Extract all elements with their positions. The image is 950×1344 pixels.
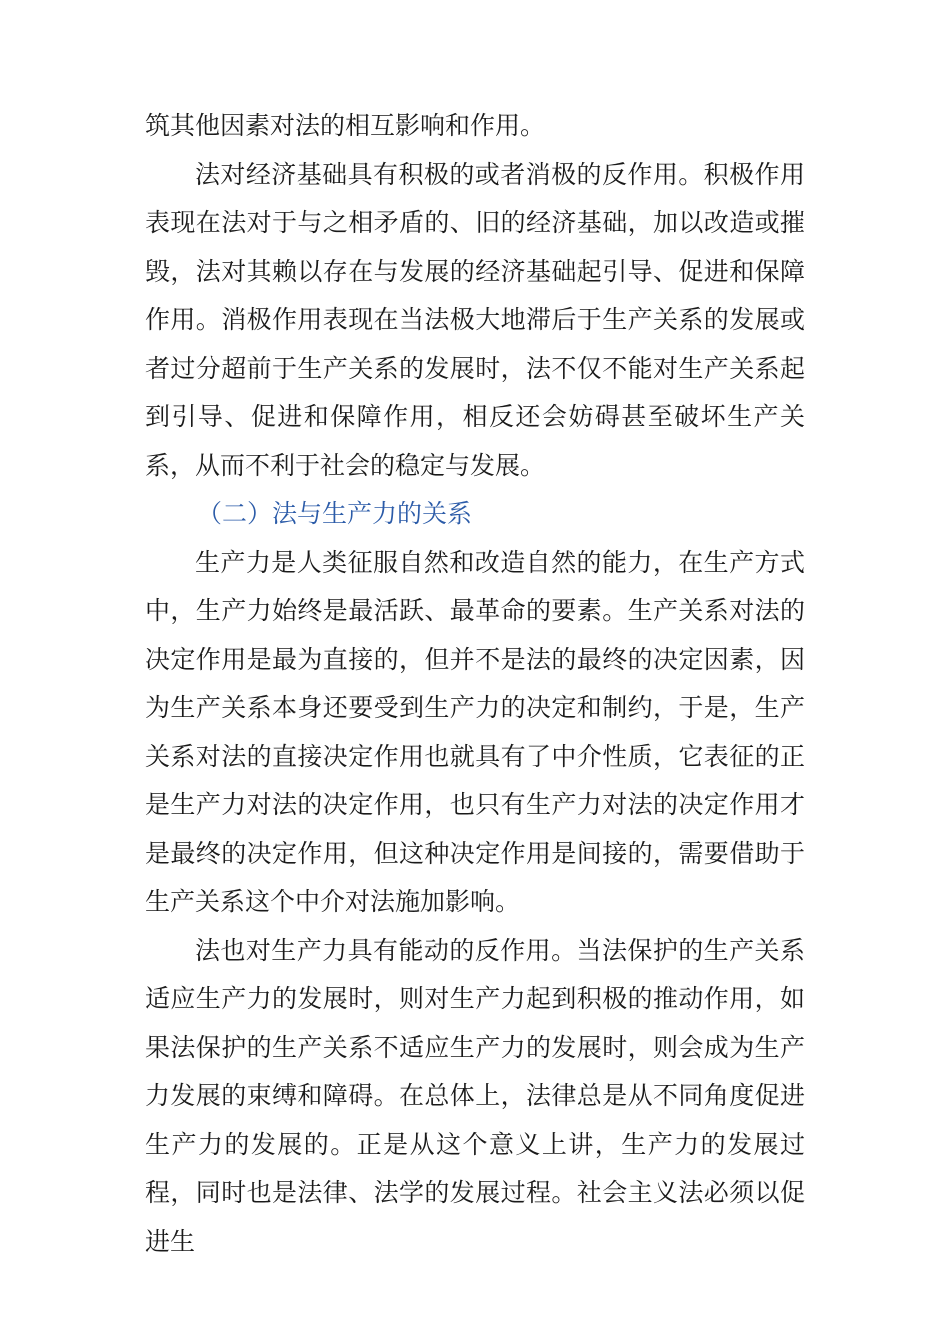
section-heading: （二）法与生产力的关系	[197, 499, 473, 528]
paragraph-law-productivity-reaction: 法也对生产力具有能动的反作用。当法保护的生产关系适应生产力的发展时，则对生产力起到积极的推动作用，如果法保护的生产关系不适应生产力的发展时，则会成为生产力发展的束缚和障碍。在总体上，法律总是从不同角度促进生产力的发展的。正是从这个意义上讲，生产力的发展过程，同时也是法律、法学的发展过程。社会主义法必须以促进生	[145, 935, 805, 1256]
paragraph-continuation: 筑其他因素对法的相互影响和作用。	[145, 111, 546, 140]
document-page	[145, 102, 805, 1266]
paragraph-productivity-definition: 生产力是人类征服自然和改造自然的能力，在生产方式中，生产力始终是最活跃、最革命的要素。生产关系对法的决定作用是最为直接的，但并不是法的最终的决定因素，因为生产关系本身还要受到生产力的决定和制约，于是，生产关系对法的直接决定作用也就具有了中介性质，它表征的正是生产力对法的决定作用，也只有生产力对法的决定作用才是最终的决定作用，但这种决定作用是间接的，需要借助于生产关系这个中介对法施加影响。	[145, 547, 805, 916]
paragraph-law-economic-base: 法对经济基础具有积极的或者消极的反作用。积极作用表现在法对于与之相矛盾的、旧的经济基础，加以改造或摧毁，法对其赖以存在与发展的经济基础起引导、促进和保障作用。消极作用表现在当法极大地滞后于生产关系的发展或者过分超前于生产关系的发展时，法不仅不能对生产关系起到引导、促进和保障作用，相反还会妨碍甚至破坏生产关系，从而不利于社会的稳定与发展。	[145, 159, 805, 480]
